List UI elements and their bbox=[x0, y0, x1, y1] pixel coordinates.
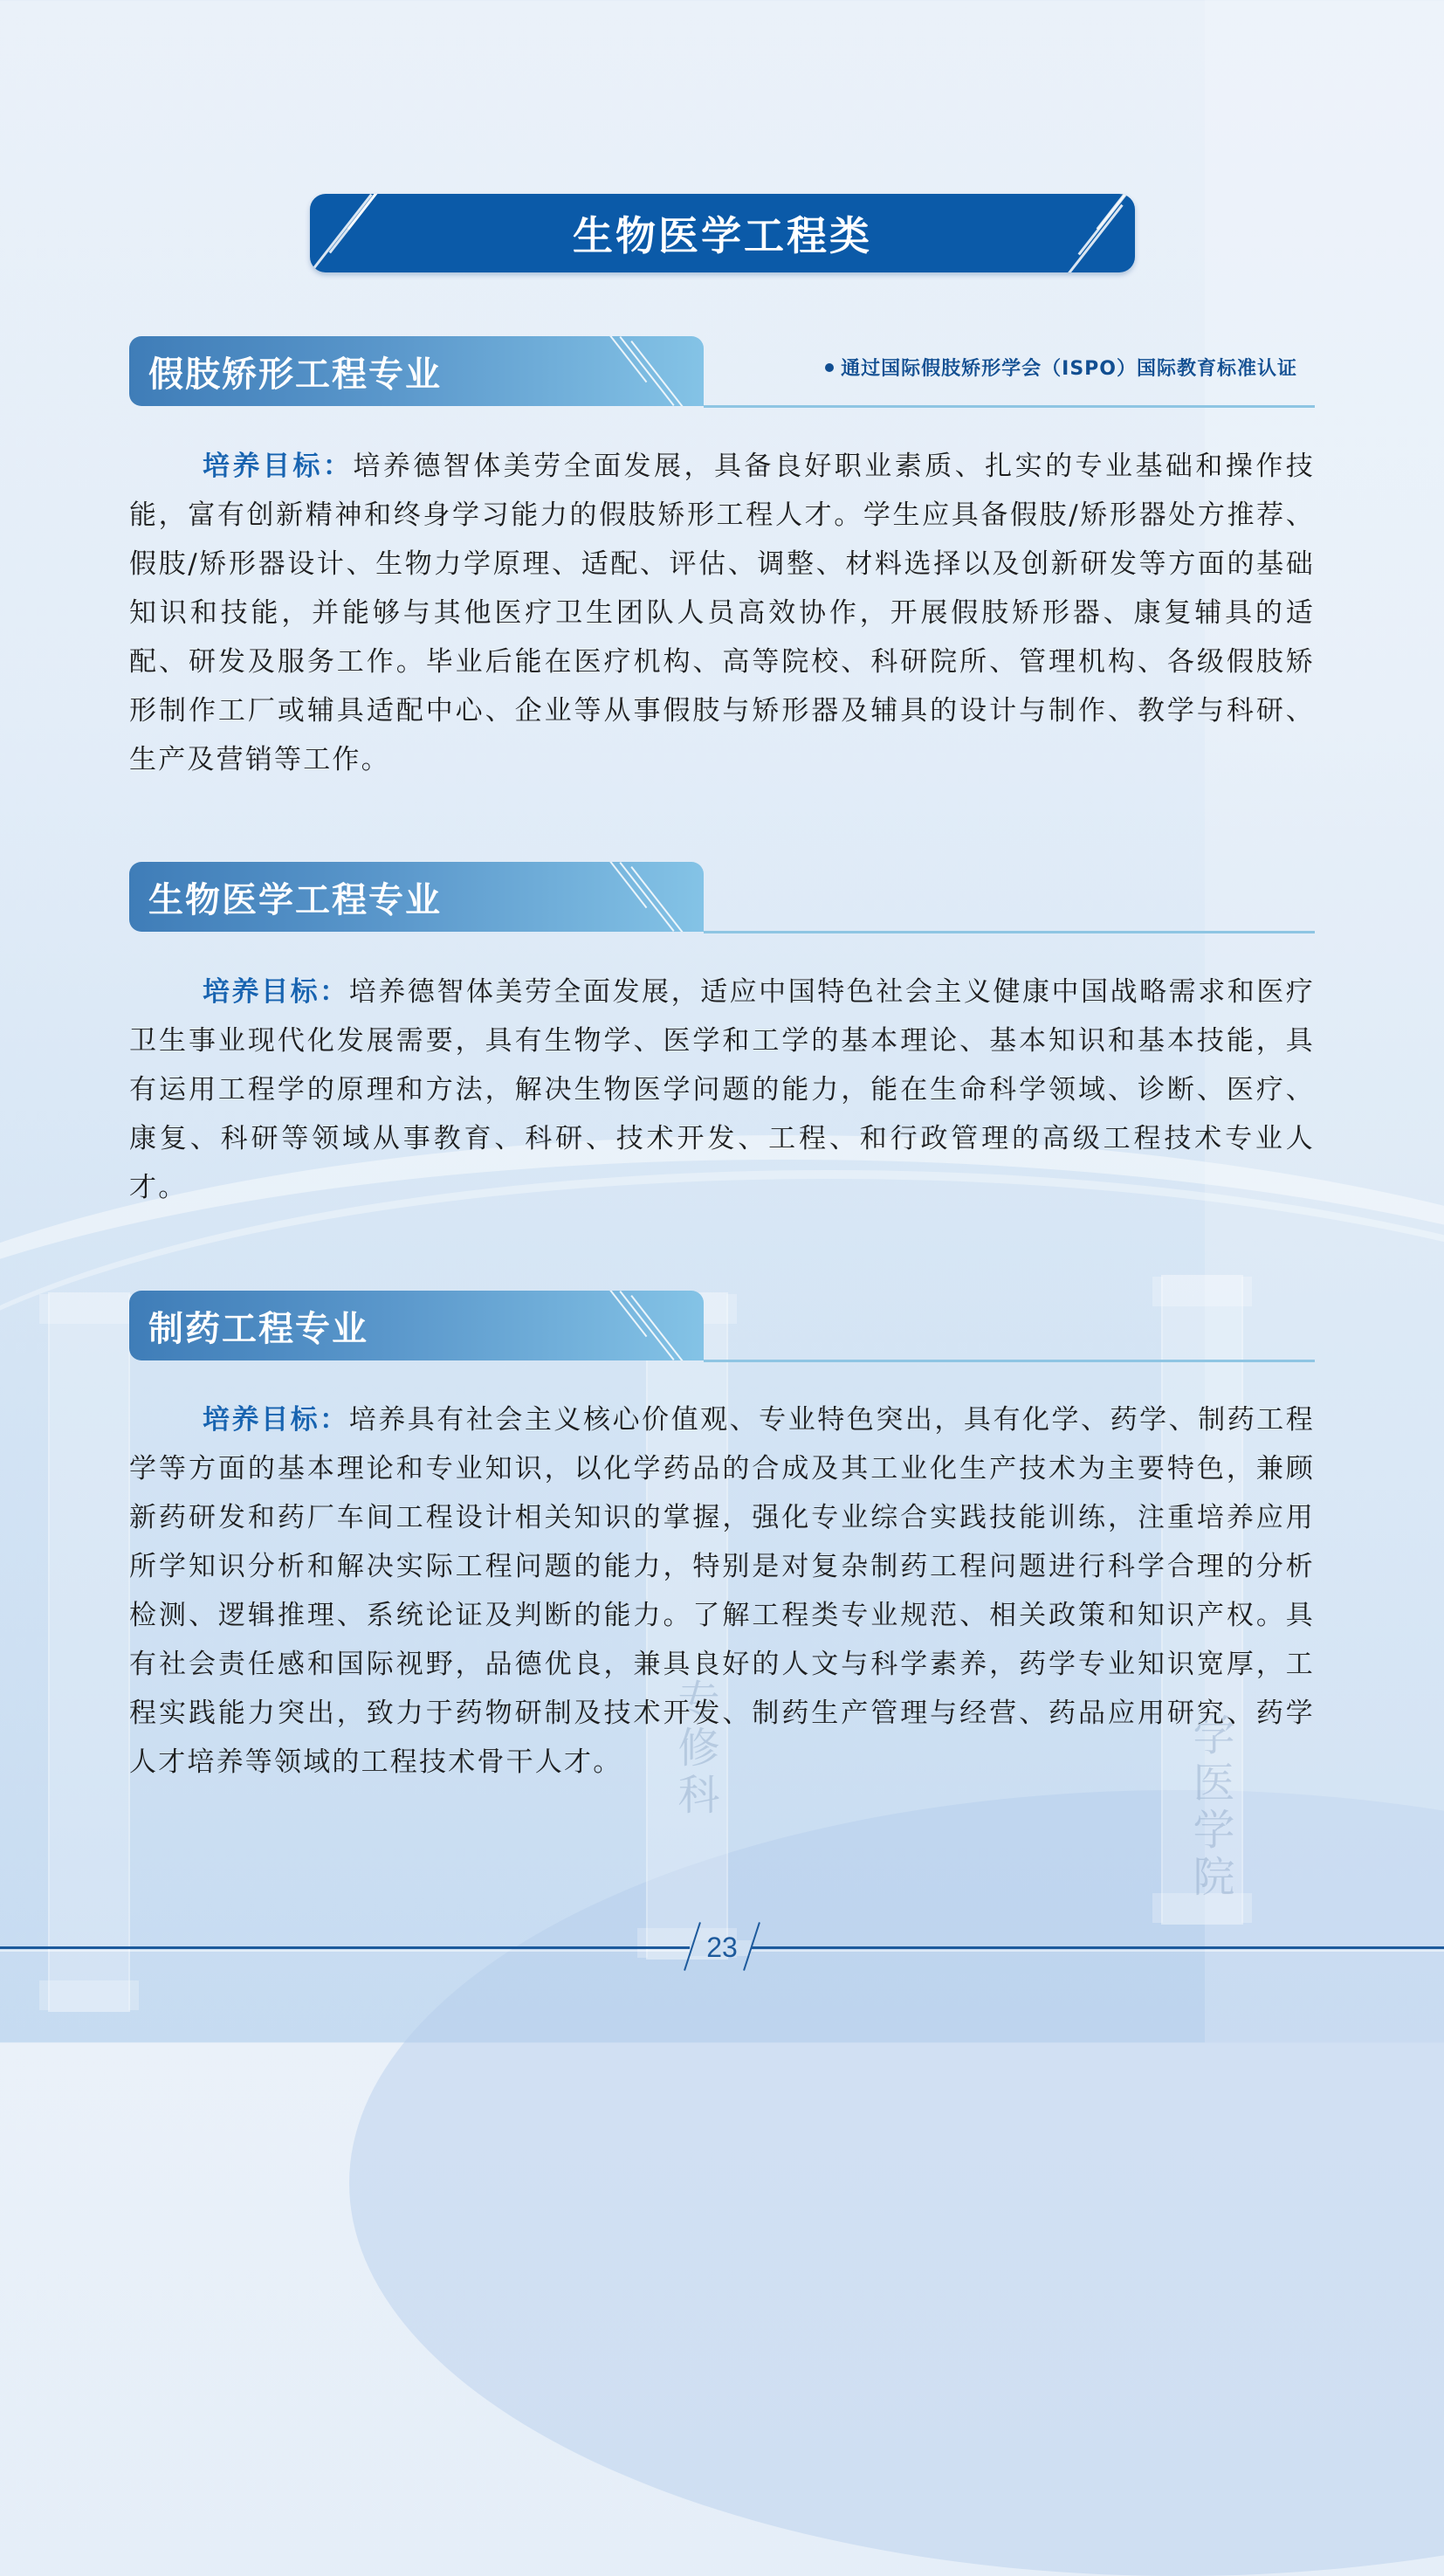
goal-text: 培养德智体美劳全面发展，具备良好职业素质、扎实的专业基础和操作技能，富有创新精神和终身学习能力的假肢矫形工程人才。学生应具备假肢/矫形器处方推荐、假肢/矫形器设计、生物力学原理、适配、评估、调整、材料选择以及创新研发等方面的基础知识和技能，并能够与其他医疗卫生团队人员高效协作，开展假肢矫形器、康复辅具的适配、研发及服务工作。毕业后能在医疗机构、高等院校、科研院所、管理机构、各级假肢矫形制作工厂或辅具适配中心、企业等从事假肢与矫形器及辅具的设计与制作、教学与科研、生产及营销等工作。 bbox=[129, 451, 1316, 775]
goal-label: 培养目标： bbox=[203, 976, 349, 1008]
tab-slash-decoration bbox=[619, 336, 674, 406]
section-tab bbox=[129, 336, 704, 406]
tab-slash-decoration bbox=[609, 1291, 648, 1337]
section-title: 生物医学工程专业 bbox=[148, 879, 442, 920]
gate-pillar-far-left bbox=[48, 1292, 130, 2012]
section-header-pharmaceutical bbox=[129, 1291, 1315, 1362]
section-rule bbox=[704, 931, 1315, 933]
category-title: 生物医学工程类 bbox=[573, 212, 872, 259]
section-body-biomedical bbox=[129, 968, 1315, 1212]
tab-slash-decoration bbox=[619, 1291, 674, 1360]
tab-slash-decoration bbox=[609, 862, 648, 908]
section-title: 假肢矫形工程专业 bbox=[148, 354, 442, 395]
page-number-block bbox=[683, 1921, 761, 1973]
banner-slash-decoration bbox=[329, 194, 385, 253]
tab-slash-decoration bbox=[609, 336, 648, 382]
banner-slash-decoration bbox=[310, 194, 373, 272]
section-body-prosthetics bbox=[129, 442, 1315, 784]
section-rule bbox=[704, 405, 1315, 408]
page-slash-icon bbox=[684, 1922, 701, 1971]
section-rule bbox=[704, 1360, 1315, 1362]
bullet-dot-icon bbox=[825, 363, 834, 372]
section-body-pharmaceutical bbox=[129, 1395, 1315, 1787]
section-tab bbox=[129, 862, 704, 932]
category-banner bbox=[310, 194, 1135, 272]
page-slash-icon bbox=[743, 1922, 760, 1971]
pillar-calligraphy: 学医学院 bbox=[1186, 1713, 1234, 1902]
section-header-biomedical bbox=[129, 862, 1315, 933]
goal-text: 培养具有社会主义核心价值观、专业特色突出，具有化学、药学、制药工程学等方面的基本理论和专业知识，以化学药品的合成及其工业化生产技术为主要特色，兼顾新药研发和药厂车间工程设计相关知识的掌握，强化专业综合实践技能训练，注重培养应用所学知识分析和解决实际工程问题的能力，特别是对复杂制药工程问题进行科学合理的分析检测、逻辑推理、系统论证及判断的能力。了解工程类专业规范、相关政策和知识产权。具有社会责任感和国际视野，品德优良，兼具良好的人文与科学素养，药学专业知识宽厚，工程实践能力突出，致力于药物研制及技术开发、制药生产管理与经营、药品应用研究、药学人才培养等领域的工程技术骨干人才。 bbox=[129, 1404, 1316, 1778]
pillar-calligraphy: 专修科 bbox=[670, 1678, 719, 1820]
accreditation-text: 通过国际假肢矫形学会（ISPO）国际教育标准认证 bbox=[841, 358, 1297, 380]
section-title: 制药工程专业 bbox=[148, 1308, 368, 1349]
section-header-prosthetics bbox=[129, 336, 1315, 408]
accreditation-badge bbox=[825, 354, 1297, 381]
section-tab bbox=[129, 1291, 704, 1360]
goal-label: 培养目标： bbox=[203, 1404, 349, 1436]
goal-label: 培养目标： bbox=[203, 451, 354, 482]
goal-text: 培养德智体美劳全面发展，适应中国特色社会主义健康中国战略需求和医疗卫生事业现代化发展需要，具有生物学、医学和工学的基本理论、基本知识和基本技能，具有运用工程学的原理和方法，解决生物医学问题的能力，能在生命科学领域、诊断、医疗、康复、科研等领域从事教育、科研、技术开发、工程、和行政管理的高级工程技术专业人才。 bbox=[129, 976, 1316, 1203]
page-number: 23 bbox=[706, 1931, 738, 1963]
tab-slash-decoration bbox=[619, 862, 674, 932]
